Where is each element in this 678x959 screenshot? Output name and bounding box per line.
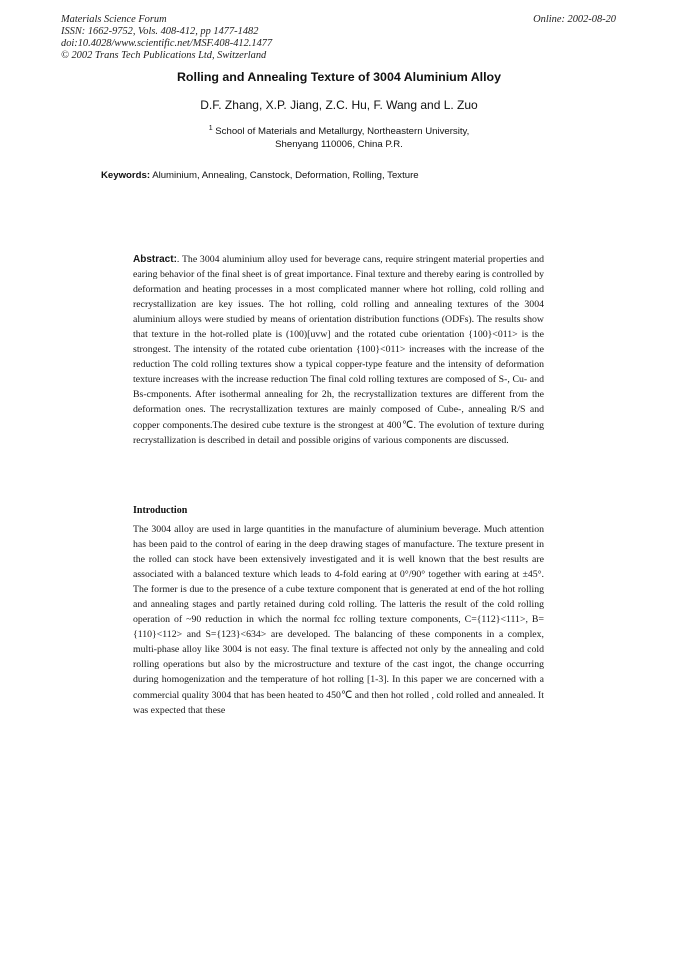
abstract: [133, 252, 544, 448]
keywords: [101, 170, 419, 181]
online-date: Online: 2002-08-20: [533, 14, 616, 25]
affiliation-line-1: $^1$ School of Materials and Metallurgy, Northeastern University,: [208, 125, 470, 138]
journal-name: Materials Science Forum: [61, 14, 167, 25]
author-list: D.F. Zhang, X.P. Jiang, Z.C. Hu, F. Wang and L. Zuo: [200, 98, 478, 112]
keywords-label: Keywords:: [101, 170, 151, 181]
doi-line[interactable]: doi:10.4028/www.scientific.net/MSF.408-412.1477: [61, 38, 273, 50]
copyright-line: © 2002 Trans Tech Publications Ltd, Switzerland: [61, 50, 267, 62]
introduction-heading: Introduction: [133, 505, 188, 516]
keywords-list: Aluminium, Annealing, Canstock, Deformation, Rolling, Texture: [152, 170, 419, 181]
issn-line: ISSN: 1662-9752, Vols. 408-412, pp 1477-1482: [61, 26, 259, 38]
affiliation: [0, 122, 678, 151]
affiliation-line-2: Shenyang 110006, China P.R.: [275, 139, 403, 151]
affiliation-mark: 1: [208, 125, 213, 132]
journal-header: [61, 14, 272, 62]
abstract-text: . The 3004 aluminium alloy used for beverage cans, require stringent material properties and earing behavior of the final sheet is of great importance. Final texture and thereby earing is controlled by deformation and heating processes in a most complicated manner where hot rolling, cold rolling and recrystallization are key issues. The hot rolling, cold rolling and annealing textures of the 3004 aluminium alloys were studied by means of orientation distribution functions (ODFs). The results show that texture in the hot-rolled plate is (100)[uvw] and the rotated cube orientation {100}<011> is the strongest. The intensity of the rotated cube orientation {100}<011> increases with the increase of the reduction The cold rolling textures show a typical copper-type feature and the intensity of deformation texture increases with the increase reduction The final cold rolling textures are composed of S-, Cu- and Bs-cmponents. After isothermal annealing for 2h, the recrystallization textures are different from the deformation ones. The recrystallization textures are mainly composed of Cube-, annealing R/S and copper components.The desired cube texture is the strongest at 400℃. The evolution of texture during recrystallization is described in detail and possible origins of various components are discussed.: [133, 254, 544, 446]
paper-title: Rolling and Annealing Texture of 3004 Aluminium Alloy: [176, 70, 502, 84]
abstract-label: Abstract:: [133, 254, 177, 265]
introduction-text: The 3004 alloy are used in large quantities in the manufacture of aluminium beverage. Much attention has been paid to the control of earing in the deep drawing stages of manufacture. The texture present in the rolled can stock have been extensively investigated and it is well known that the best results are associated with a balanced texture which leads to 4-fold earing at 0°/90° together with earing at ±45°. The former is due to the presence of a cube texture component that is generated at end of the hot rolling and annealing stages and partly retained during cold rolling. The latteris the result of the cold rolling operation of ~90 reduction in which the normal fcc rolling texture components, C={112}<111>, B={110}<112> and S={123}<634> are developed. The balancing of these components in a complex, multi-phase alloy like 3004 is not easy. The final texture is affected not only by the annealing and cold rolling operations but also by the microstructure and texture of the cast ingot, the change occurring during homogenization and the temperature of hot rolling [1-3]. In this paper we are concerned with a commercial quality 3004 that has been heated to 450℃ and then hot rolled , cold rolled and annealed. It was expected that these: [133, 524, 544, 716]
